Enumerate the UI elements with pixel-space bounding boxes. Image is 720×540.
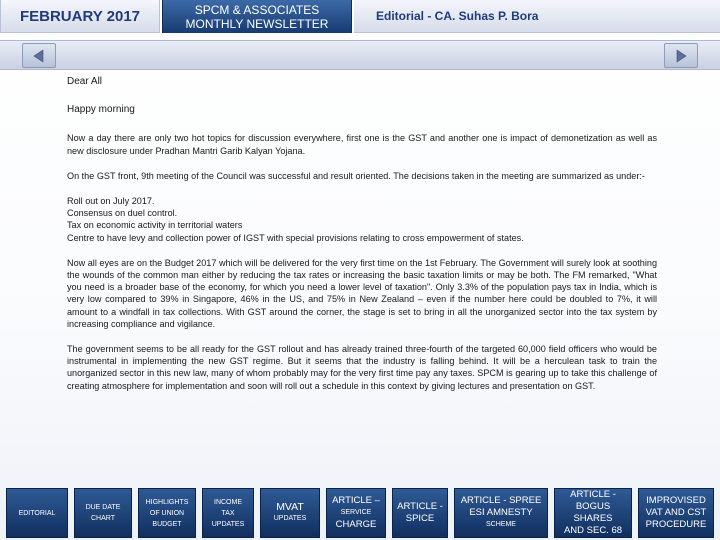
tab-label: UPDATES [273,515,307,522]
paragraph: Now a day there are only two hot topics for discussion everywhere, first one is the GST and another one is impact of demonetization as well as new disclosure under Pradhan Mantri Garib Kalyan Yojana. [67,133,657,156]
navigation-bar [0,40,720,70]
tab-label: INCOME [214,498,242,506]
tab-label: AND SEC. 68 [563,525,623,536]
tab-income-tax-updates[interactable] [202,488,254,538]
tab-label: HIGHLIGHTS [145,498,189,506]
newsletter-title-line2: MONTHLY NEWSLETTER [185,16,329,31]
tab-label: SCHEME [486,521,516,528]
previous-page-button[interactable] [22,43,56,68]
tab-label: TAX [221,509,235,517]
tab-label: CHARGE [335,519,377,530]
tab-mvat-updates[interactable] [260,488,320,538]
tab-improvised-vat-cst[interactable] [638,488,714,538]
tab-label: MVAT [276,501,304,513]
list-item: Tax on economic activity in territorial waters [67,220,243,231]
tab-article-spice[interactable] [392,488,448,538]
editorial-byline: Editorial - CA. Suhas P. Bora [354,0,720,33]
section-tabs [0,488,720,540]
tab-editorial[interactable] [6,488,68,538]
tab-label: VAT AND CST [645,507,707,518]
list-item: Roll out on July 2017. [67,196,155,207]
issue-month: FEBRUARY 2017 [0,0,160,33]
tab-label: IMPROVISED [646,495,706,506]
tab-label: ARTICLE - [397,501,443,512]
next-page-button[interactable] [664,43,698,68]
tab-label: ARTICLE - [570,489,616,500]
list-item: Consensus on duel control. [67,208,178,219]
tab-label: SERVICE [340,509,372,516]
paragraph: Now all eyes are on the Budget 2017 which will be delivered for the very first time on the 1st February. The Government will surely look at soothing the wounds of the common man either by reducing the tax rates or increasing the basic taxation limits or may be both. The FM remarked, "What you need is a broader base of the economy, for which you need a lower level of taxation". Only 3.3% of the population pays tax in India, which is very low compared to 39% in Singapore, 46% in the US, and 75% in New Zealand – even if the number here could be doubled to 7%, it will amount to a windfall in tax collections. With GST around the corner, the stage is set to bring in all the unorganized sector into the tax system by increasing compliance and vigilance. [67,257,657,329]
tab-article-bogus-shares[interactable] [554,488,632,538]
right-arrow-icon [673,48,689,64]
tab-label: ESI AMNESTY [469,507,533,518]
tab-label: UPDATES [211,520,245,528]
newsletter-title [162,0,352,33]
tab-label: OF UNION [149,509,185,517]
tab-article-spree-esi-amnesty[interactable] [454,488,548,538]
greeting: Happy morning [67,104,135,116]
tab-label: ARTICLE - SPREE [460,495,542,506]
tab-label: DUE DATE [85,504,121,511]
tab-due-date-chart[interactable] [74,488,132,538]
editorial-letter [67,76,657,392]
tab-label: EDITORIAL [18,509,56,517]
tab-label: SPICE [405,513,435,524]
tab-label: BUDGET [152,520,182,528]
list-item: Centre to have levy and collection power of IGST with special provisions relating to cross empowerment of states. [67,232,524,243]
paragraph: On the GST front, 9th meeting of the Council was successful and result oriented. The decisions taken in the meeting are summarized as under:- [67,170,645,181]
tab-label: BOGUS SHARES [573,501,613,524]
tab-article-service-charge[interactable] [326,488,386,538]
paragraph: The government seems to be all ready for the GST rollout and has already trained three-fourth of the targeted 60,000 field officers who would be instrumental in implementing the new GST regime. But it seems that the industry is falling behind. It will be a herculean task to train the unorganized sector in this new law, many of whom probably may for the very first time pay any taxes. SPCM is gearing up to take this challenge of creating atmosphere for implementation and soon will roll out a schedule in this context by giving lectures and presentation on GST. [67,344,657,391]
left-arrow-icon [31,48,47,64]
tab-label: PROCEDURE [645,519,707,530]
newsletter-title-line1: SPCM & ASSOCIATES [194,2,320,17]
tab-label: CHART [91,515,115,522]
decision-list [67,195,657,244]
salutation: Dear All [67,76,103,87]
tab-label: ARTICLE – [332,495,380,506]
tab-budget-highlights[interactable] [138,488,196,538]
